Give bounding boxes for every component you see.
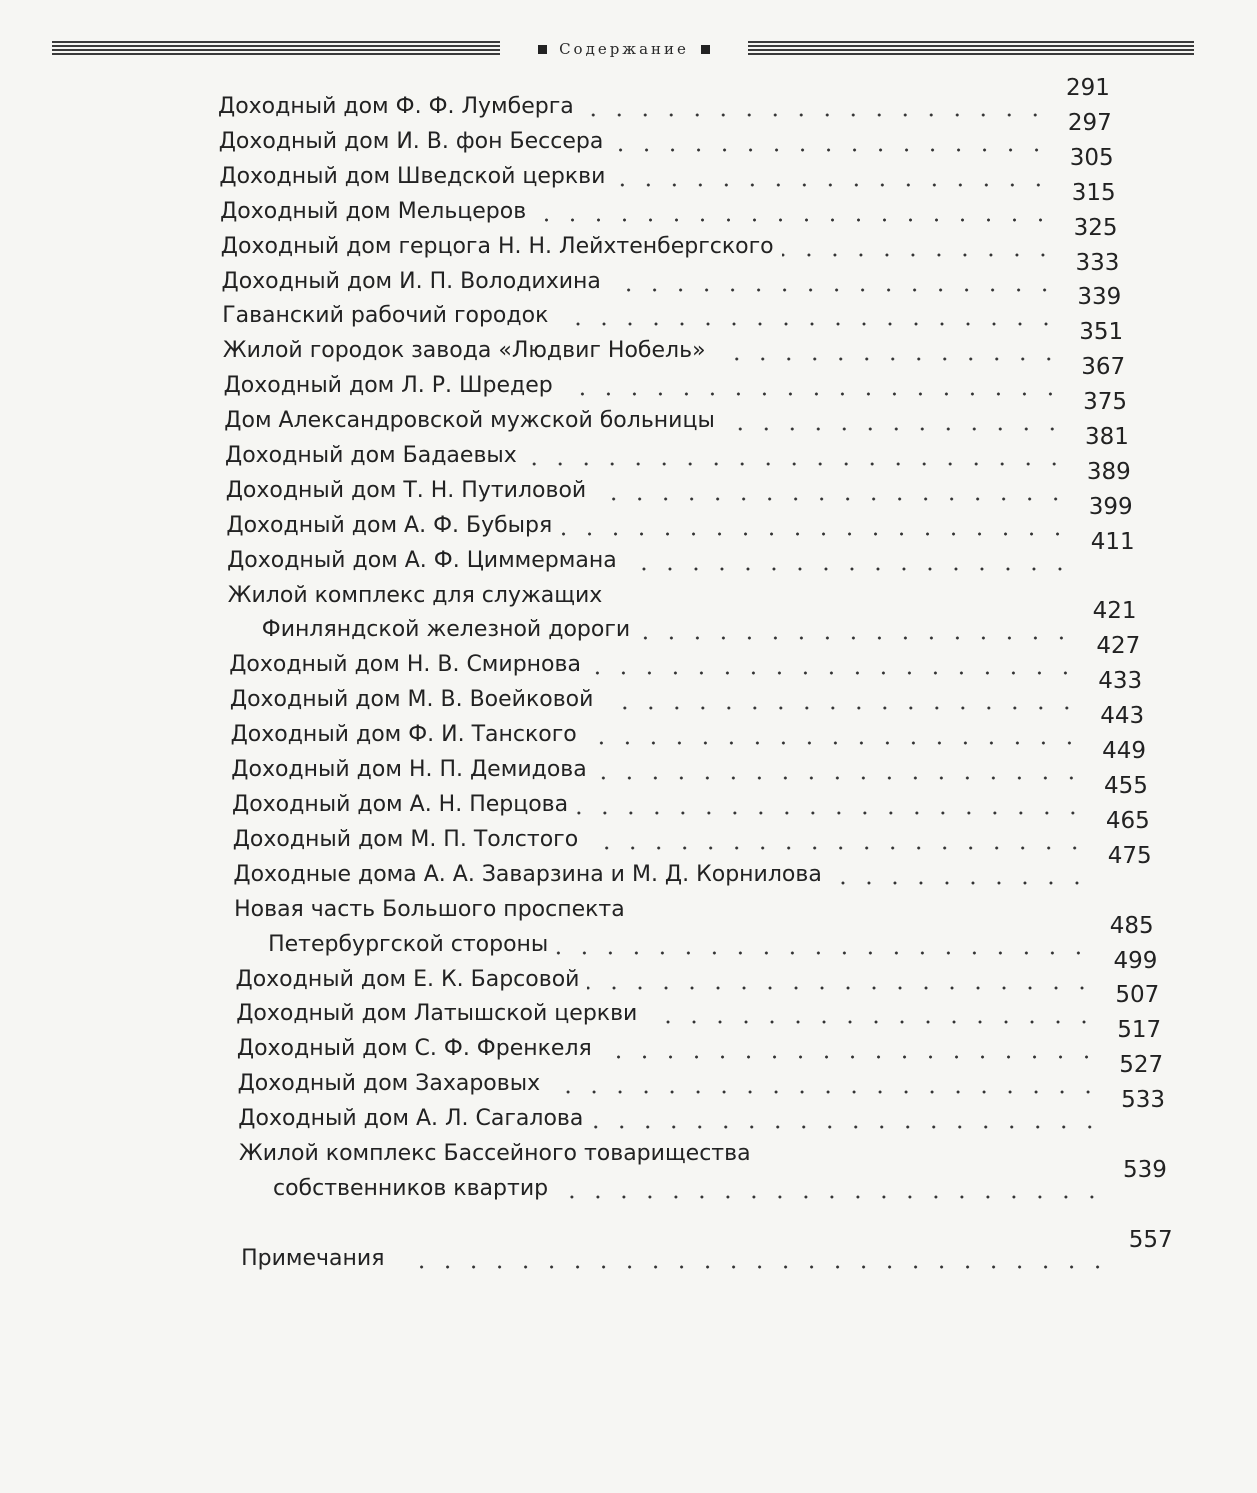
dot-leader <box>830 881 1090 885</box>
toc-entry <box>218 109 1128 157</box>
dot-leader <box>525 462 1067 466</box>
toc-entry <box>229 668 1158 715</box>
toc-entry <box>221 249 1136 297</box>
toc-entry-title: Доходный дом А. Л. Сагалова <box>238 1106 584 1132</box>
toc-entry <box>236 982 1175 1029</box>
toc-entry <box>234 895 1170 957</box>
toc-page-number: 527 <box>1119 1052 1164 1079</box>
dot-leader <box>548 1090 1101 1094</box>
toc-entry-title-continuation: Финляндской железной дороги <box>261 617 631 643</box>
dot-leader <box>589 671 1078 675</box>
header-rule-left <box>52 41 500 57</box>
dot-leader <box>594 497 1069 501</box>
toc-entry <box>222 319 1139 366</box>
page-title: Содержание <box>559 40 689 58</box>
dot-leader <box>600 1055 1100 1059</box>
toc-entry-title: Примечания <box>241 1245 385 1271</box>
toc-entry-title: Доходный дом Ф. Ф. Лумберга <box>218 94 574 119</box>
toc-page-number: 465 <box>1105 807 1150 834</box>
toc-entry-title: Доходный дом А. Ф. Циммермана <box>227 547 617 573</box>
toc-page-number: 507 <box>1115 982 1160 1009</box>
toc-entry <box>232 773 1164 820</box>
toc-entry-title: Доходный дом Е. К. Барсовой <box>235 966 580 992</box>
toc-entry-title: Гаванский рабочий городок <box>222 303 549 329</box>
toc-entry-title: Доходный дом Ф. И. Танского <box>230 722 577 748</box>
toc-entry <box>222 284 1137 331</box>
dot-leader <box>723 427 1065 431</box>
toc-entry-title: Доходный дом А. Н. Перцова <box>232 792 569 817</box>
dot-leader <box>782 253 1056 257</box>
toc-entry <box>220 179 1132 227</box>
toc-page-number: 449 <box>1102 738 1146 765</box>
dot-leader <box>613 183 1051 187</box>
dot-leader <box>601 706 1080 710</box>
dot-leader <box>585 741 1082 745</box>
toc-entry-title: Доходный дом Бадаевых <box>225 443 517 468</box>
dot-leader <box>609 288 1058 292</box>
dot-leader <box>587 986 1095 990</box>
toc-entry-title: Жилой городок завода «Людвиг Нобель» <box>222 338 706 364</box>
toc-entry-title: Доходный дом Н. В. Смирнова <box>229 652 581 678</box>
toc-entry <box>235 947 1174 995</box>
toc-entry <box>224 389 1143 436</box>
toc-page-number: 291 <box>1066 75 1110 101</box>
toc-entry <box>219 144 1129 192</box>
toc-page-number: 455 <box>1104 773 1148 799</box>
toc-entry-title: Доходный дом Мельцеров <box>220 198 527 224</box>
toc-entry <box>227 581 1153 643</box>
toc-page-number: 427 <box>1096 633 1141 660</box>
toc-entry-title: Доходный дом Шведской церкви <box>219 163 606 189</box>
toc-entry-title: Жилой комплекс для служащих <box>227 582 603 608</box>
toc-entry <box>218 75 1126 122</box>
toc-page-number: 389 <box>1086 458 1131 485</box>
toc-entry <box>230 703 1161 750</box>
square-bullet-icon <box>538 45 547 54</box>
dot-leader <box>560 532 1071 536</box>
dot-leader <box>595 776 1084 780</box>
dot-leader <box>714 357 1062 361</box>
toc-page-number: 475 <box>1107 842 1152 869</box>
toc-page-number: 485 <box>1109 912 1154 939</box>
toc-entry-title: Доходные дома А. А. Заварзина и М. Д. Корнилова <box>233 861 822 887</box>
dot-leader <box>556 951 1091 955</box>
toc-page-number: 399 <box>1088 493 1133 520</box>
toc-entry <box>229 633 1156 680</box>
toc-entry-title: Доходный дом А. Ф. Бубыря <box>226 512 553 538</box>
dot-leader <box>638 636 1074 640</box>
toc-page-number: 533 <box>1121 1087 1165 1114</box>
toc-page-number: 433 <box>1098 668 1143 695</box>
toc-entry-title: Доходный дом Л. Р. Шредер <box>223 373 553 399</box>
dot-leader <box>576 811 1086 815</box>
toc-entry <box>238 1087 1181 1134</box>
toc-entry-title: Доходный дом Н. П. Демидова <box>231 757 587 783</box>
toc-entry-title: Доходный дом М. В. Воейковой <box>229 687 594 713</box>
toc-entry-title: Доходный дом И. В. фон Бессера <box>218 128 604 154</box>
dot-leader <box>534 218 1054 222</box>
toc-page-number: 333 <box>1075 249 1120 276</box>
dot-leader <box>561 392 1063 396</box>
toc-page-number: 539 <box>1123 1156 1167 1183</box>
toc-entry-title: Доходный дом Захаровых <box>237 1071 541 1097</box>
dot-leader <box>645 1020 1097 1024</box>
toc-page-number: 517 <box>1117 1017 1162 1044</box>
toc-page-number: 557 <box>1128 1226 1173 1253</box>
toc-entry-title: Дом Александровской мужской больницы <box>224 408 715 434</box>
toc-entry-title: Жилой комплекс Бассейного товарищества <box>239 1141 751 1166</box>
toc-entry-title: Доходный дом М. П. Толстого <box>232 826 579 852</box>
toc-page-number: 339 <box>1077 284 1122 311</box>
dot-leader <box>582 113 1048 117</box>
toc-entry <box>227 528 1151 576</box>
running-header <box>52 36 1194 66</box>
toc-entry-title: Доходный дом герцога Н. Н. Лейхтенбергского <box>220 233 774 259</box>
toc-entry <box>226 493 1148 541</box>
toc-entry-title: Доходный дом С. Ф. Френкеля <box>236 1036 592 1062</box>
toc-entry <box>220 214 1134 262</box>
toc-page-number: 315 <box>1071 179 1116 206</box>
dot-leader <box>591 1125 1103 1129</box>
dot-leader <box>625 567 1073 571</box>
toc-page-number: 305 <box>1069 144 1114 171</box>
toc-entry <box>241 1226 1189 1274</box>
header-rule-right <box>748 41 1194 57</box>
header-title-group <box>510 38 738 60</box>
toc-page-number: 411 <box>1090 528 1135 555</box>
toc-entry <box>225 424 1145 471</box>
toc-page-number: 367 <box>1081 354 1126 381</box>
toc-entry-title-continuation: Петербургской стороны <box>268 931 549 957</box>
toc-entry-title: Доходный дом Т. Н. Путиловой <box>225 477 587 503</box>
toc-page-number: 443 <box>1100 703 1145 730</box>
toc-entry-title: Доходный дом Латышской церкви <box>236 1001 638 1027</box>
toc-entry-title-continuation: собственников квартир <box>273 1175 549 1201</box>
dot-leader <box>586 846 1088 850</box>
toc-page-number: 381 <box>1085 424 1129 450</box>
toc-page-number: 421 <box>1092 598 1137 625</box>
toc-entry <box>239 1139 1183 1201</box>
toc-entry <box>223 354 1142 401</box>
dot-leader <box>556 322 1059 326</box>
toc-entry <box>231 738 1162 785</box>
toc-page-number: 351 <box>1079 319 1124 346</box>
toc-entry <box>232 807 1166 855</box>
dot-leader <box>556 1195 1105 1199</box>
toc-entry <box>236 1017 1177 1064</box>
toc-entry <box>237 1052 1180 1099</box>
toc-entry <box>233 842 1167 890</box>
toc-page-number: 297 <box>1067 109 1112 136</box>
dot-leader <box>611 148 1050 152</box>
toc-page-number: 375 <box>1083 389 1127 416</box>
toc-page-number: 499 <box>1113 947 1158 974</box>
toc-entry <box>225 458 1147 506</box>
toc-entry-title: Новая часть Большого проспекта <box>234 896 625 922</box>
toc-entry-title: Доходный дом И. П. Володихина <box>221 268 601 294</box>
toc-page-number: 325 <box>1073 214 1118 241</box>
dot-leader <box>411 1265 1111 1269</box>
square-bullet-icon <box>701 45 710 54</box>
